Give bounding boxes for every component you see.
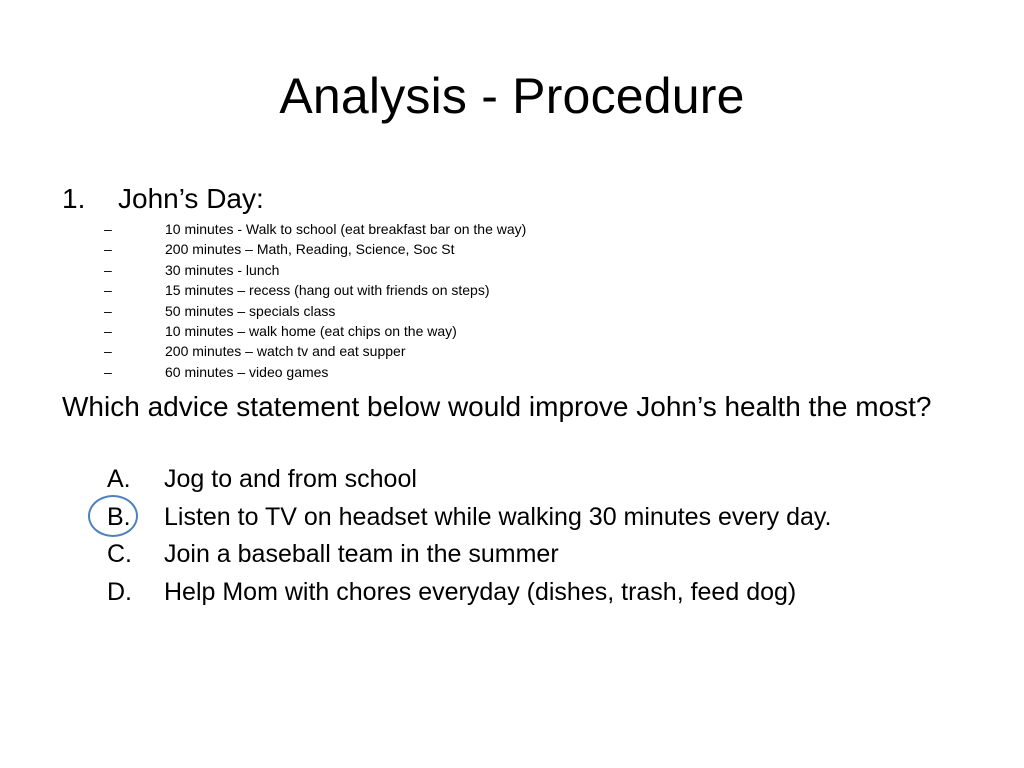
dash-bullet: –: [104, 343, 112, 360]
schedule-item: [0, 321, 1024, 341]
answer-option-d: [0, 574, 1024, 612]
answer-text: Join a baseball team in the summer: [164, 540, 559, 568]
answer-letter: B.: [107, 502, 131, 531]
answer-letter: C.: [107, 540, 132, 568]
dash-bullet: –: [104, 261, 112, 278]
dash-bullet: –: [104, 322, 112, 339]
dash-bullet: –: [104, 363, 112, 380]
schedule-item: [0, 301, 1024, 321]
schedule-item: [0, 280, 1024, 300]
list-number: 1.: [62, 183, 86, 214]
dash-bullet: –: [104, 221, 112, 237]
schedule-item-text: 30 minutes - lunch: [165, 261, 280, 278]
schedule-item-text: 50 minutes – specials class: [165, 302, 336, 319]
answer-option-a: [0, 461, 1024, 499]
answer-text: Listen to TV on headset while walking 30 minutes every day.: [164, 502, 832, 531]
schedule-item-text: 200 minutes – watch tv and eat supper: [165, 343, 406, 360]
schedule-item: [0, 362, 1024, 382]
list-item-heading: [62, 182, 264, 216]
answer-option-b: [0, 499, 1024, 537]
schedule-item-text: 10 minutes - Walk to school (eat breakfast bar on the way): [165, 221, 527, 237]
schedule-item-text: 200 minutes – Math, Reading, Science, Soc St: [165, 241, 455, 258]
schedule-item: [0, 341, 1024, 361]
answer-list: [0, 461, 1024, 611]
answer-option-c: [0, 536, 1024, 574]
dash-bullet: –: [104, 302, 112, 319]
answer-letter: D.: [107, 577, 132, 606]
slide-title: Analysis - Procedure: [279, 68, 745, 124]
item-heading-text: John’s Day:: [118, 183, 264, 214]
schedule-item-text: 60 minutes – video games: [165, 363, 329, 380]
question-text: Which advice statement below would improve John’s health the most?: [62, 391, 932, 422]
dash-bullet: –: [104, 241, 112, 258]
schedule-item-text: 15 minutes – recess (hang out with friends on steps): [165, 282, 490, 299]
schedule-item: [0, 239, 1024, 259]
answer-text: Jog to and from school: [164, 465, 417, 493]
dash-bullet: –: [104, 282, 112, 299]
answer-highlight-circle: [88, 495, 138, 537]
schedule-item: [0, 219, 1024, 239]
schedule-item-text: 10 minutes – walk home (eat chips on the way): [165, 322, 457, 339]
answer-text: Help Mom with chores everyday (dishes, trash, feed dog): [164, 577, 797, 606]
answer-letter: A.: [107, 465, 131, 493]
schedule-item: [0, 260, 1024, 280]
schedule-list: [0, 219, 1024, 382]
